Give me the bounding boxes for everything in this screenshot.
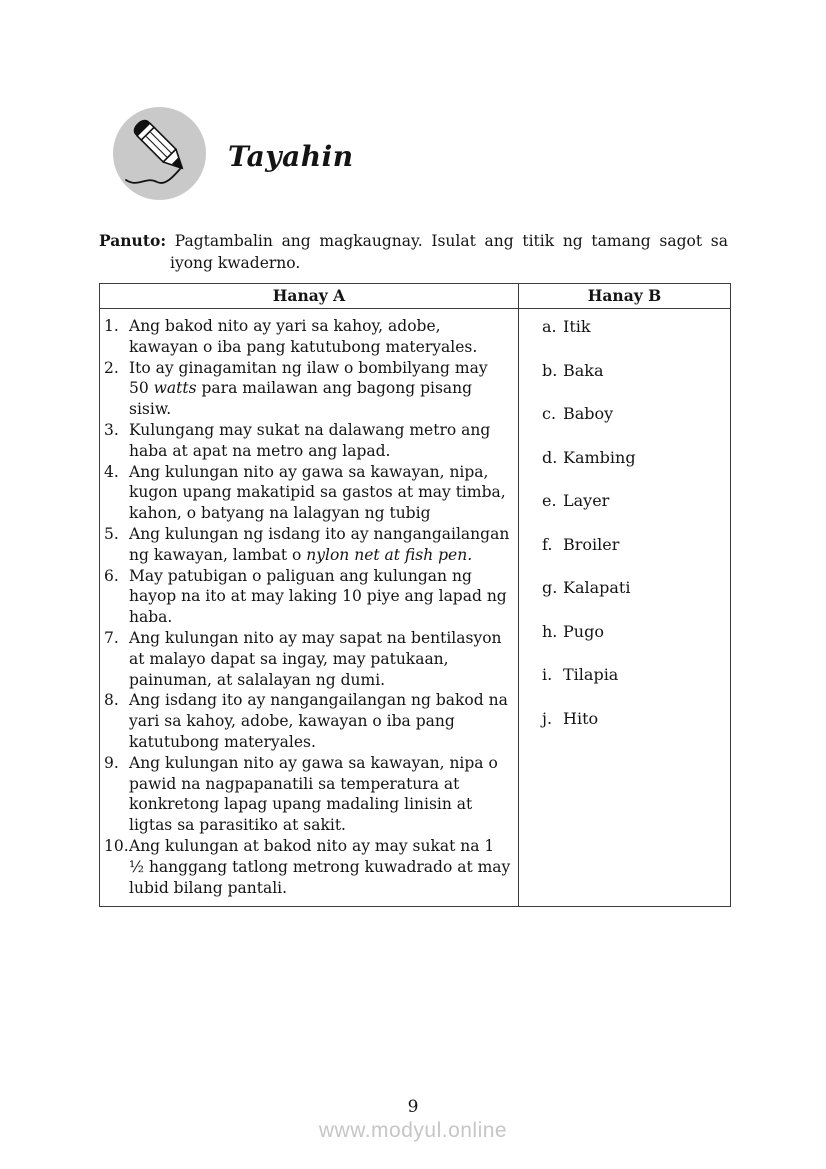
item-text: Ito ay ginagamitan ng ilaw o bombilyang may 50 watts para mailawan ang bagong pisang sisiw. bbox=[129, 358, 488, 419]
list-item-a bbox=[100, 316, 512, 358]
column-a-cell bbox=[100, 309, 519, 906]
matching-table bbox=[99, 283, 731, 907]
list-item-b bbox=[542, 535, 726, 555]
item-number: 8. bbox=[104, 691, 119, 710]
item-label: Baka bbox=[563, 360, 604, 380]
item-text: Kulungang may sukat na dalawang metro ang haba at apat na metro ang lapad. bbox=[129, 420, 491, 460]
list-item-b bbox=[542, 709, 726, 729]
table-body-row bbox=[100, 309, 730, 906]
list-item-a bbox=[100, 462, 512, 524]
item-number: 7. bbox=[104, 628, 119, 647]
page-title: Tayahin bbox=[228, 140, 354, 173]
list-item-b bbox=[542, 622, 726, 642]
item-text: Ang isdang ito ay nangangailangan ng bakod na yari sa kahoy, adobe, kawayan o iba pang katutubong materyales. bbox=[129, 691, 508, 751]
item-number: 1. bbox=[104, 317, 119, 335]
list-item-a bbox=[100, 690, 512, 752]
item-number: 9. bbox=[104, 753, 119, 772]
list-item-a bbox=[100, 753, 512, 836]
item-letter: j. bbox=[542, 708, 553, 728]
list-item-a bbox=[100, 566, 512, 628]
list-item-b bbox=[542, 491, 726, 511]
item-number: 3. bbox=[104, 420, 119, 439]
item-number: 4. bbox=[104, 462, 119, 481]
item-text: Ang kulungan at bakod nito ay may sukat na 1 ½ hanggang tatlong metrong kuwadrado at may lubid bilang pantali. bbox=[129, 836, 511, 897]
instructions-label: Panuto: bbox=[99, 231, 167, 250]
item-letter: i. bbox=[542, 665, 553, 684]
list-item-a bbox=[100, 836, 512, 898]
column-b-cell bbox=[519, 309, 730, 906]
item-number: 10. bbox=[104, 836, 129, 855]
item-label: Hito bbox=[563, 708, 599, 728]
item-label: Layer bbox=[563, 491, 610, 510]
item-letter: a. bbox=[542, 317, 557, 336]
item-label: Pugo bbox=[563, 621, 604, 641]
list-item-b bbox=[542, 404, 726, 424]
list-item-b bbox=[542, 578, 726, 598]
list-item-b bbox=[542, 361, 726, 381]
item-label: Itik bbox=[563, 317, 591, 336]
list-item-a bbox=[100, 358, 512, 420]
item-number: 2. bbox=[104, 358, 119, 377]
list-item-a bbox=[100, 628, 512, 690]
item-label: Kalapati bbox=[563, 578, 631, 597]
item-label: Kambing bbox=[563, 447, 636, 467]
item-label: Broiler bbox=[563, 534, 620, 554]
list-item-b bbox=[542, 448, 726, 468]
page-number: 9 bbox=[407, 1097, 419, 1117]
item-label: Tilapia bbox=[563, 665, 619, 684]
column-a-header: Hanay A bbox=[100, 284, 519, 308]
item-text: Ang kulungan nito ay may sapat na bentilasyon at malayo dapat sa ingay, may patukaan, painuman, at salalayan ng dumi. bbox=[129, 628, 502, 689]
list-item-b bbox=[542, 317, 726, 337]
item-letter: b. bbox=[542, 360, 558, 380]
item-number: 5. bbox=[104, 524, 119, 543]
watermark: www.modyul.online bbox=[318, 1119, 508, 1142]
instructions-text: Pagtambalin ang magkaugnay. Isulat ang titik ng tamang sagot sa iyong kwaderno. bbox=[170, 232, 728, 272]
assessment-header-icon bbox=[113, 107, 206, 200]
list-item-a bbox=[100, 420, 512, 462]
item-letter: h. bbox=[542, 621, 558, 641]
pencil-icon bbox=[113, 107, 206, 200]
item-text: May patubigan o paliguan ang kulungan ng hayop na ito at may laking 10 piye ang lapad ng haba. bbox=[129, 566, 507, 627]
column-b-header: Hanay B bbox=[587, 286, 662, 305]
list-item-b bbox=[542, 665, 726, 685]
item-text: Ang kulungan ng isdang ito ay nangangailangan ng kawayan, lambat o nylon net at fish pen. bbox=[129, 524, 510, 564]
item-letter: d. bbox=[542, 447, 558, 467]
table-header-row bbox=[100, 284, 730, 309]
item-label: Baboy bbox=[563, 404, 614, 423]
item-letter: g. bbox=[542, 578, 558, 597]
item-text: Ang bakod nito ay yari sa kahoy, adobe, kawayan o iba pang katutubong materyales. bbox=[129, 317, 478, 356]
item-text: Ang kulungan nito ay gawa sa kawayan, nipa, kugon upang makatipid sa gastos at may timba, kahon, o batyang na lalagyan ng tubig bbox=[129, 462, 506, 523]
item-letter: e. bbox=[542, 491, 557, 510]
item-letter: c. bbox=[542, 404, 557, 423]
instructions bbox=[99, 230, 728, 274]
item-text: Ang kulungan nito ay gawa sa kawayan, nipa o pawid na nagpapanatili sa temperatura at konkretong lapag upang madaling linisin at ligtas sa parasitiko at sakit. bbox=[129, 753, 498, 835]
item-letter: f. bbox=[542, 534, 553, 554]
list-item-a bbox=[100, 524, 512, 566]
item-number: 6. bbox=[104, 566, 119, 585]
